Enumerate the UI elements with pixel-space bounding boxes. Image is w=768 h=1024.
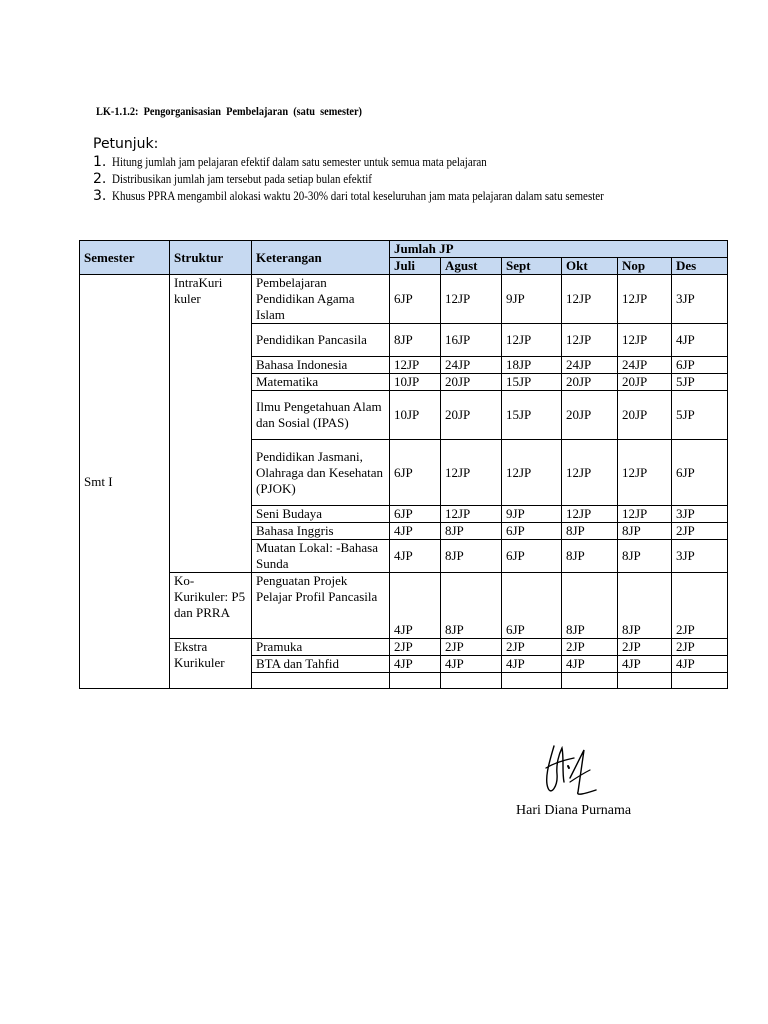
subject-cell: Bahasa Inggris bbox=[252, 523, 390, 540]
header-month-des: Des bbox=[672, 258, 728, 275]
instructions-heading: Petunjuk: bbox=[93, 136, 159, 152]
header-month-agust: Agust bbox=[441, 258, 502, 275]
jp-cell: 12JP bbox=[502, 440, 562, 506]
jp-cell: 20JP bbox=[618, 391, 672, 440]
jp-cell: 8JP bbox=[618, 523, 672, 540]
empty-cell bbox=[562, 673, 618, 689]
header-month-nop: Nop bbox=[618, 258, 672, 275]
jp-cell: 12JP bbox=[618, 275, 672, 324]
jp-cell: 2JP bbox=[618, 639, 672, 656]
jp-cell: 18JP bbox=[502, 357, 562, 374]
jp-cell: 3JP bbox=[672, 540, 728, 573]
instruction-number: 3. bbox=[93, 188, 107, 204]
semester-cell: Smt I bbox=[80, 275, 170, 689]
jp-cell: 2JP bbox=[672, 523, 728, 540]
instruction-item bbox=[93, 188, 653, 205]
table-row bbox=[80, 573, 728, 639]
jp-cell: 4JP bbox=[441, 656, 502, 673]
jp-cell: 12JP bbox=[562, 324, 618, 357]
jp-cell: 2JP bbox=[672, 573, 728, 639]
jp-cell: 4JP bbox=[562, 656, 618, 673]
instruction-number: 1. bbox=[93, 154, 107, 170]
jp-cell: 20JP bbox=[562, 391, 618, 440]
jp-cell: 6JP bbox=[390, 440, 441, 506]
table-row bbox=[80, 639, 728, 656]
subject-cell: Penguatan Projek Pelajar Profil Pancasila bbox=[252, 573, 390, 639]
jp-cell: 2JP bbox=[390, 639, 441, 656]
subject-cell: BTA dan Tahfid bbox=[252, 656, 390, 673]
jp-cell: 15JP bbox=[502, 374, 562, 391]
jp-cell: 15JP bbox=[502, 391, 562, 440]
jp-cell: 8JP bbox=[562, 540, 618, 573]
jp-cell: 12JP bbox=[502, 324, 562, 357]
subject-cell: Matematika bbox=[252, 374, 390, 391]
jp-cell: 12JP bbox=[562, 506, 618, 523]
jp-cell: 8JP bbox=[441, 540, 502, 573]
empty-cell bbox=[672, 673, 728, 689]
header-semester: Semester bbox=[80, 241, 170, 275]
jp-cell: 6JP bbox=[502, 540, 562, 573]
jp-cell: 12JP bbox=[441, 275, 502, 324]
jp-cell: 4JP bbox=[390, 523, 441, 540]
header-month-sept: Sept bbox=[502, 258, 562, 275]
jp-cell: 8JP bbox=[562, 573, 618, 639]
empty-cell bbox=[441, 673, 502, 689]
jp-cell: 6JP bbox=[672, 357, 728, 374]
empty-cell bbox=[618, 673, 672, 689]
jp-cell: 20JP bbox=[618, 374, 672, 391]
jp-cell: 2JP bbox=[502, 639, 562, 656]
jp-cell: 9JP bbox=[502, 275, 562, 324]
empty-cell bbox=[252, 673, 390, 689]
jp-cell: 3JP bbox=[672, 275, 728, 324]
subject-cell: Pendidikan Jasmani, Olahraga dan Kesehatan (PJOK) bbox=[252, 440, 390, 506]
jp-cell: 8JP bbox=[618, 540, 672, 573]
header-jumlah-jp: Jumlah JP bbox=[390, 241, 728, 258]
jp-cell: 10JP bbox=[390, 391, 441, 440]
jp-cell: 5JP bbox=[672, 391, 728, 440]
jp-cell: 20JP bbox=[441, 374, 502, 391]
jp-cell: 4JP bbox=[502, 656, 562, 673]
jp-cell: 6JP bbox=[390, 506, 441, 523]
subject-cell: Muatan Lokal: -Bahasa Sunda bbox=[252, 540, 390, 573]
struktur-ekstrakurikuler: Ekstra Kurikuler bbox=[170, 639, 252, 689]
instruction-item bbox=[93, 171, 653, 188]
jp-cell: 6JP bbox=[502, 523, 562, 540]
jp-cell: 5JP bbox=[672, 374, 728, 391]
jp-cell: 6JP bbox=[390, 275, 441, 324]
struktur-intrakurikuler: IntraKuri kuler bbox=[170, 275, 252, 573]
header-keterangan: Keterangan bbox=[252, 241, 390, 275]
subject-cell: Pendidikan Pancasila bbox=[252, 324, 390, 357]
jp-cell: 3JP bbox=[672, 506, 728, 523]
jp-cell: 2JP bbox=[672, 639, 728, 656]
subject-cell: Bahasa Indonesia bbox=[252, 357, 390, 374]
empty-cell bbox=[390, 673, 441, 689]
jp-cell: 12JP bbox=[441, 440, 502, 506]
jp-cell: 12JP bbox=[441, 506, 502, 523]
struktur-kokurikuler: Ko-Kurikuler: P5 dan PRRA bbox=[170, 573, 252, 639]
jp-cell: 2JP bbox=[441, 639, 502, 656]
instruction-text: Hitung jumlah jam pelajaran efektif dalam satu semester untuk semua mata pelajaran bbox=[112, 155, 487, 169]
subject-cell: Ilmu Pengetahuan Alam dan Sosial (IPAS) bbox=[252, 391, 390, 440]
jp-cell: 4JP bbox=[618, 656, 672, 673]
header-struktur: Struktur bbox=[170, 241, 252, 275]
jp-cell: 16JP bbox=[441, 324, 502, 357]
jp-cell: 8JP bbox=[618, 573, 672, 639]
header-month-okt: Okt bbox=[562, 258, 618, 275]
document-title: LK-1.1.2: Pengorganisasian Pembelajaran (satu semester) bbox=[96, 104, 362, 118]
header-month-juli: Juli bbox=[390, 258, 441, 275]
jp-cell: 4JP bbox=[390, 573, 441, 639]
jp-allocation-table bbox=[79, 240, 728, 689]
jp-cell: 12JP bbox=[618, 324, 672, 357]
jp-cell: 24JP bbox=[441, 357, 502, 374]
jp-cell: 10JP bbox=[390, 374, 441, 391]
jp-cell: 24JP bbox=[562, 357, 618, 374]
jp-cell: 8JP bbox=[562, 523, 618, 540]
handwritten-signature bbox=[540, 738, 610, 800]
subject-cell: Pembelajaran Pendidikan Agama Islam bbox=[252, 275, 390, 324]
jp-cell: 2JP bbox=[562, 639, 618, 656]
jp-cell: 12JP bbox=[562, 440, 618, 506]
empty-cell bbox=[502, 673, 562, 689]
jp-cell: 9JP bbox=[502, 506, 562, 523]
jp-cell: 4JP bbox=[390, 656, 441, 673]
jp-cell: 8JP bbox=[441, 523, 502, 540]
jp-cell: 20JP bbox=[562, 374, 618, 391]
jp-cell: 12JP bbox=[390, 357, 441, 374]
jp-cell: 4JP bbox=[672, 324, 728, 357]
jp-cell: 20JP bbox=[441, 391, 502, 440]
subject-cell: Seni Budaya bbox=[252, 506, 390, 523]
subject-cell: Pramuka bbox=[252, 639, 390, 656]
jp-cell: 6JP bbox=[672, 440, 728, 506]
jp-cell: 6JP bbox=[502, 573, 562, 639]
jp-cell: 24JP bbox=[618, 357, 672, 374]
jp-cell: 8JP bbox=[441, 573, 502, 639]
jp-cell: 12JP bbox=[618, 440, 672, 506]
instruction-item bbox=[93, 154, 653, 171]
jp-cell: 4JP bbox=[672, 656, 728, 673]
jp-cell: 12JP bbox=[618, 506, 672, 523]
jp-cell: 12JP bbox=[562, 275, 618, 324]
instructions-list bbox=[93, 154, 653, 205]
jp-cell: 8JP bbox=[390, 324, 441, 357]
instruction-number: 2. bbox=[93, 171, 107, 187]
jp-cell: 4JP bbox=[390, 540, 441, 573]
signer-name: Hari Diana Purnama bbox=[516, 803, 632, 818]
instruction-text: Distribusikan jumlah jam tersebut pada setiap bulan efektif bbox=[112, 172, 372, 186]
instruction-text: Khusus PPRA mengambil alokasi waktu 20-30% dari total keseluruhan jam mata pelajaran dalam satu semester bbox=[112, 189, 604, 203]
table-row bbox=[80, 275, 728, 324]
